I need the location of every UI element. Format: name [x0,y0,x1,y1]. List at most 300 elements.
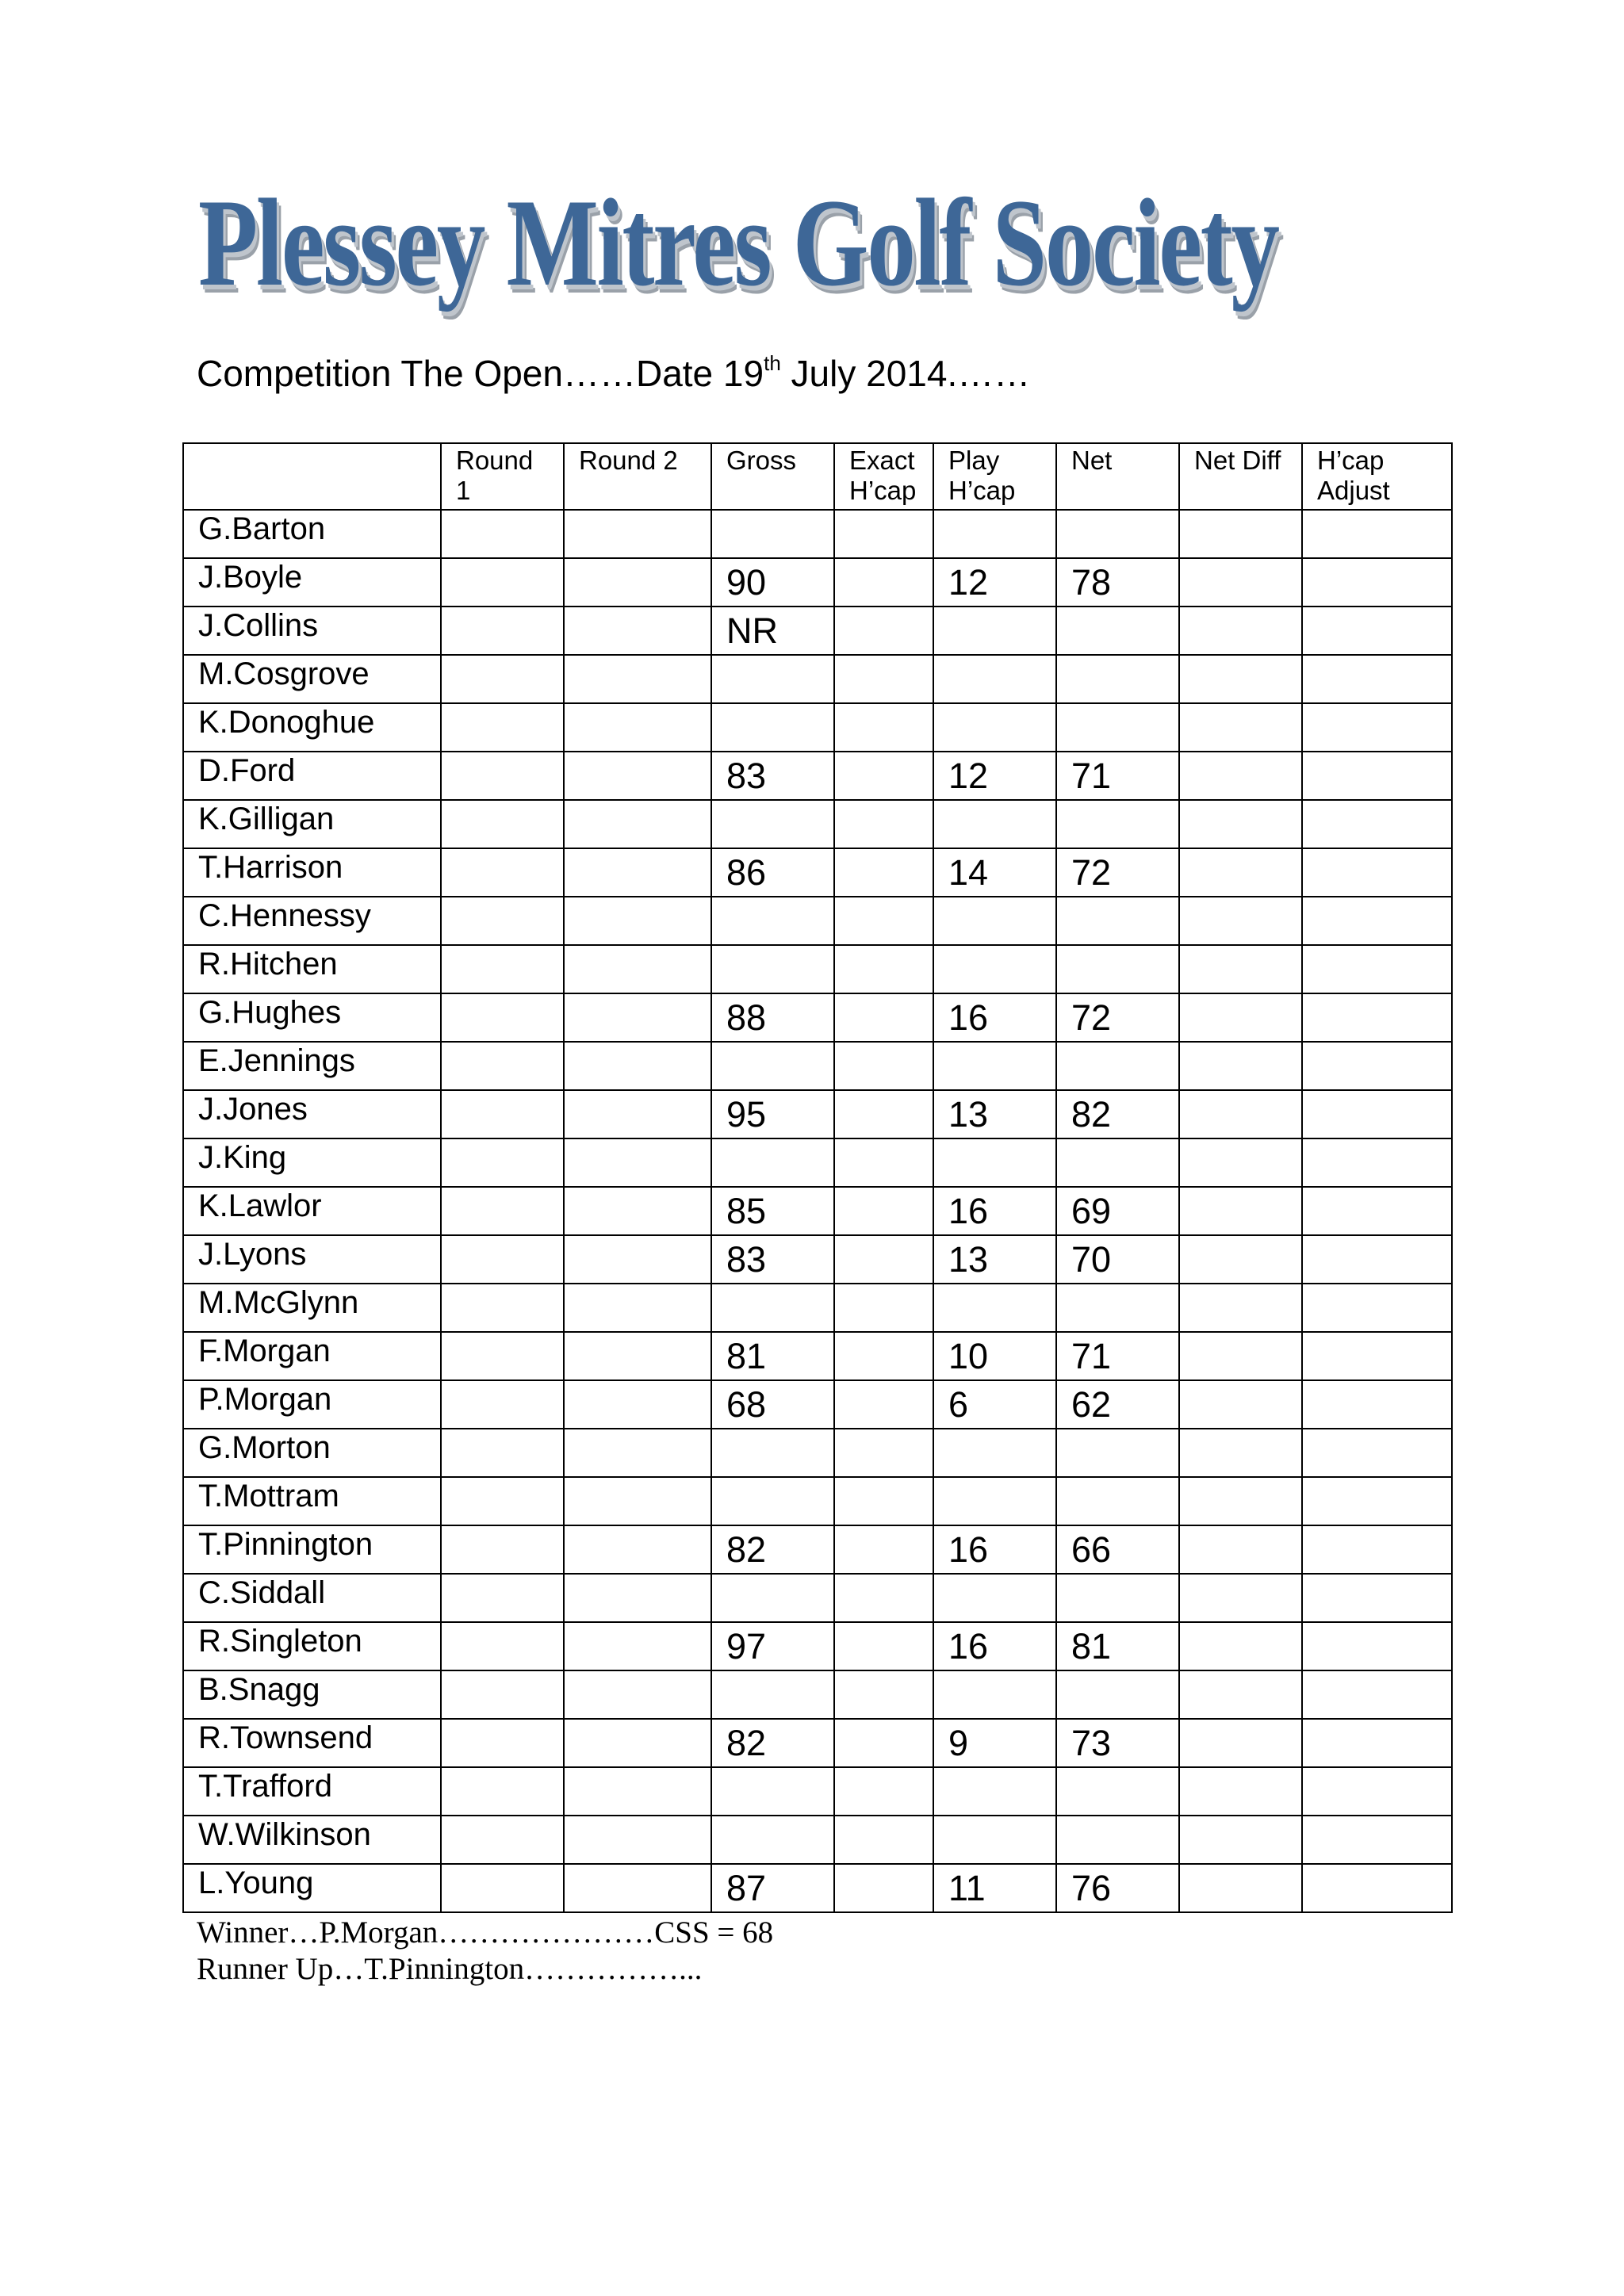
net-diff-cell [1179,1622,1302,1670]
exact-hcap-cell [834,1187,933,1235]
player-name: J.Collins [183,607,441,655]
table-row [183,558,1452,607]
hcap-adjust-cell [1302,1816,1452,1864]
round-1-cell [441,1187,564,1235]
table-row [183,848,1452,897]
round-1-cell [441,1574,564,1622]
round-1-cell [441,897,564,945]
net-diff-cell [1179,1187,1302,1235]
round-1-cell [441,655,564,703]
net-cell: 62 [1056,1380,1179,1429]
exact-hcap-cell [834,1670,933,1719]
exact-hcap-cell [834,655,933,703]
table-row [183,1042,1452,1090]
table-row [183,1138,1452,1187]
exact-hcap-cell [834,1332,933,1380]
round-2-cell [564,1622,711,1670]
gross-cell: 85 [711,1187,834,1235]
winner-line: Winner…P.Morgan…………………CSS = 68 [197,1915,774,1950]
table-row [183,1864,1452,1912]
gross-cell: 86 [711,848,834,897]
play-hcap-cell: 13 [933,1090,1056,1138]
player-name: G.Barton [183,510,441,558]
round-2-cell [564,897,711,945]
gross-cell [711,1816,834,1864]
net-diff-cell [1179,1042,1302,1090]
player-name: J.Boyle [183,558,441,607]
hcap-adjust-cell [1302,897,1452,945]
net-cell [1056,945,1179,993]
net-cell [1056,1670,1179,1719]
round-2-cell [564,655,711,703]
gross-cell: 88 [711,993,834,1042]
round-2-cell [564,1332,711,1380]
gross-cell [711,1284,834,1332]
gross-cell [711,1670,834,1719]
play-hcap-cell: 16 [933,1622,1056,1670]
play-hcap-cell: 6 [933,1380,1056,1429]
gross-cell: 82 [711,1525,834,1574]
exact-hcap-cell [834,1284,933,1332]
table-row [183,1574,1452,1622]
net-diff-cell [1179,752,1302,800]
play-hcap-cell: 12 [933,558,1056,607]
net-diff-cell [1179,800,1302,848]
gross-cell: 87 [711,1864,834,1912]
table-row [183,1816,1452,1864]
hcap-adjust-cell [1302,558,1452,607]
player-name: G.Hughes [183,993,441,1042]
round-1-cell [441,1525,564,1574]
column-header-gross: Gross [711,443,834,510]
play-hcap-cell [933,1042,1056,1090]
gross-cell: 81 [711,1332,834,1380]
player-name: B.Snagg [183,1670,441,1719]
net-cell [1056,1138,1179,1187]
net-diff-cell [1179,1138,1302,1187]
play-hcap-cell [933,1670,1056,1719]
hcap-adjust-cell [1302,1235,1452,1284]
gross-cell [711,1767,834,1816]
round-2-cell [564,752,711,800]
round-2-cell [564,1042,711,1090]
runner-up-line: Runner Up…T.Pinnington……………... [197,1952,703,1986]
hcap-adjust-cell [1302,1767,1452,1816]
results-body [183,510,1452,1912]
table-row [183,510,1452,558]
round-1-cell [441,558,564,607]
exact-hcap-cell [834,607,933,655]
table-row [183,1380,1452,1429]
column-header-hcap-adjust: H’cap Adjust [1302,443,1452,510]
round-1-cell [441,1864,564,1912]
play-hcap-cell: 10 [933,1332,1056,1380]
net-cell: 78 [1056,558,1179,607]
exact-hcap-cell [834,558,933,607]
table-row [183,1622,1452,1670]
round-1-cell [441,1380,564,1429]
net-cell [1056,1767,1179,1816]
exact-hcap-cell [834,1235,933,1284]
round-2-cell [564,945,711,993]
header-row [183,443,1452,510]
hcap-adjust-cell [1302,945,1452,993]
table-row [183,1429,1452,1477]
net-cell [1056,510,1179,558]
round-1-cell [441,800,564,848]
player-name: C.Siddall [183,1574,441,1622]
exact-hcap-cell [834,1380,933,1429]
net-diff-cell [1179,607,1302,655]
round-2-cell [564,558,711,607]
hcap-adjust-cell [1302,1138,1452,1187]
table-row [183,993,1452,1042]
round-1-cell [441,752,564,800]
player-name: W.Wilkinson [183,1816,441,1864]
net-diff-cell [1179,510,1302,558]
table-row [183,607,1452,655]
exact-hcap-cell [834,1429,933,1477]
net-cell: 72 [1056,848,1179,897]
gross-cell [711,945,834,993]
gross-cell [711,703,834,752]
net-cell [1056,1574,1179,1622]
table-row [183,752,1452,800]
table-row [183,1767,1452,1816]
player-name: M.Cosgrove [183,655,441,703]
round-2-cell [564,800,711,848]
round-1-cell [441,1284,564,1332]
net-cell: 71 [1056,1332,1179,1380]
net-diff-cell [1179,848,1302,897]
net-cell [1056,1429,1179,1477]
gross-cell [711,1477,834,1525]
exact-hcap-cell [834,1042,933,1090]
table-row [183,1187,1452,1235]
net-diff-cell [1179,1380,1302,1429]
round-2-cell [564,1090,711,1138]
play-hcap-cell [933,1767,1056,1816]
table-row [183,1525,1452,1574]
net-cell [1056,897,1179,945]
net-cell: 81 [1056,1622,1179,1670]
hcap-adjust-cell [1302,993,1452,1042]
competition-line-date: July 2014.…… [780,353,1031,394]
hcap-adjust-cell [1302,752,1452,800]
table-row [183,800,1452,848]
round-1-cell [441,1767,564,1816]
exact-hcap-cell [834,993,933,1042]
gross-cell [711,1138,834,1187]
round-1-cell [441,1042,564,1090]
gross-cell: 83 [711,752,834,800]
net-cell: 76 [1056,1864,1179,1912]
exact-hcap-cell [834,848,933,897]
play-hcap-cell [933,1574,1056,1622]
net-diff-cell [1179,897,1302,945]
net-cell [1056,655,1179,703]
society-title: Plessey Mitres Golf Society [198,174,1278,312]
net-diff-cell [1179,558,1302,607]
gross-cell [711,1574,834,1622]
net-cell: 69 [1056,1187,1179,1235]
table-row [183,897,1452,945]
gross-cell: 90 [711,558,834,607]
round-1-cell [441,1670,564,1719]
net-diff-cell [1179,703,1302,752]
hcap-adjust-cell [1302,1574,1452,1622]
hcap-adjust-cell [1302,1719,1452,1767]
gross-cell [711,897,834,945]
round-2-cell [564,1864,711,1912]
net-diff-cell [1179,1477,1302,1525]
column-header-round-1: Round 1 [441,443,564,510]
gross-cell: 97 [711,1622,834,1670]
player-name: J.Jones [183,1090,441,1138]
round-2-cell [564,1284,711,1332]
table-row [183,1670,1452,1719]
exact-hcap-cell [834,1767,933,1816]
play-hcap-cell: 9 [933,1719,1056,1767]
table-row [183,1477,1452,1525]
round-2-cell [564,1429,711,1477]
hcap-adjust-cell [1302,655,1452,703]
round-2-cell [564,1380,711,1429]
hcap-adjust-cell [1302,1622,1452,1670]
net-cell [1056,1042,1179,1090]
net-cell [1056,1477,1179,1525]
play-hcap-cell [933,655,1056,703]
exact-hcap-cell [834,945,933,993]
round-2-cell [564,1525,711,1574]
net-cell: 73 [1056,1719,1179,1767]
play-hcap-cell [933,1816,1056,1864]
gross-cell: 95 [711,1090,834,1138]
play-hcap-cell: 16 [933,993,1056,1042]
round-1-cell [441,703,564,752]
round-2-cell [564,1138,711,1187]
play-hcap-cell: 14 [933,848,1056,897]
exact-hcap-cell [834,703,933,752]
exact-hcap-cell [834,1574,933,1622]
hcap-adjust-cell [1302,1284,1452,1332]
round-1-cell [441,945,564,993]
net-cell: 66 [1056,1525,1179,1574]
net-cell [1056,1284,1179,1332]
exact-hcap-cell [834,897,933,945]
column-header-net-diff: Net Diff [1179,443,1302,510]
net-cell: 71 [1056,752,1179,800]
player-name: T.Pinnington [183,1525,441,1574]
hcap-adjust-cell [1302,1332,1452,1380]
net-cell: 82 [1056,1090,1179,1138]
player-name: F.Morgan [183,1332,441,1380]
round-2-cell [564,1719,711,1767]
gross-cell: 68 [711,1380,834,1429]
player-name: K.Lawlor [183,1187,441,1235]
hcap-adjust-cell [1302,1090,1452,1138]
play-hcap-cell [933,897,1056,945]
play-hcap-cell [933,800,1056,848]
net-diff-cell [1179,1235,1302,1284]
play-hcap-cell: 16 [933,1525,1056,1574]
column-header-round-2: Round 2 [564,443,711,510]
round-1-cell [441,607,564,655]
round-1-cell [441,510,564,558]
round-1-cell [441,1138,564,1187]
net-diff-cell [1179,1864,1302,1912]
round-1-cell [441,1090,564,1138]
round-2-cell [564,1670,711,1719]
round-1-cell [441,1719,564,1767]
hcap-adjust-cell [1302,800,1452,848]
net-diff-cell [1179,1525,1302,1574]
net-diff-cell [1179,1429,1302,1477]
exact-hcap-cell [834,1525,933,1574]
round-1-cell [441,848,564,897]
net-cell [1056,800,1179,848]
hcap-adjust-cell [1302,703,1452,752]
column-header-exact-hcap: Exact H’cap [834,443,933,510]
exact-hcap-cell [834,800,933,848]
exact-hcap-cell [834,1719,933,1767]
exact-hcap-cell [834,752,933,800]
net-cell: 70 [1056,1235,1179,1284]
net-diff-cell [1179,993,1302,1042]
play-hcap-cell [933,1284,1056,1332]
player-name: D.Ford [183,752,441,800]
round-1-cell [441,1235,564,1284]
exact-hcap-cell [834,1864,933,1912]
gross-cell [711,655,834,703]
gross-cell [711,1429,834,1477]
round-2-cell [564,607,711,655]
play-hcap-cell [933,1429,1056,1477]
player-name: G.Morton [183,1429,441,1477]
play-hcap-cell: 11 [933,1864,1056,1912]
hcap-adjust-cell [1302,1477,1452,1525]
column-header-name [183,443,441,510]
round-2-cell [564,993,711,1042]
round-2-cell [564,848,711,897]
competition-line [197,352,1030,395]
round-2-cell [564,510,711,558]
table-row [183,655,1452,703]
exact-hcap-cell [834,1138,933,1187]
table-row [183,1284,1452,1332]
gross-cell [711,510,834,558]
gross-cell: NR [711,607,834,655]
gross-cell: 83 [711,1235,834,1284]
net-diff-cell [1179,1284,1302,1332]
play-hcap-cell [933,1138,1056,1187]
exact-hcap-cell [834,1816,933,1864]
round-2-cell [564,703,711,752]
play-hcap-cell [933,607,1056,655]
player-name: L.Young [183,1864,441,1912]
round-2-cell [564,1235,711,1284]
player-name: K.Gilligan [183,800,441,848]
competition-line-text: Competition The Open……Date 19 [197,353,764,394]
play-hcap-cell [933,703,1056,752]
player-name: C.Hennessy [183,897,441,945]
table-row [183,1090,1452,1138]
results-table [182,442,1453,1913]
player-name: P.Morgan [183,1380,441,1429]
exact-hcap-cell [834,1477,933,1525]
play-hcap-cell: 16 [933,1187,1056,1235]
player-name: E.Jennings [183,1042,441,1090]
round-1-cell [441,1332,564,1380]
hcap-adjust-cell [1302,510,1452,558]
player-name: T.Trafford [183,1767,441,1816]
net-cell [1056,703,1179,752]
table-row [183,703,1452,752]
player-name: K.Donoghue [183,703,441,752]
gross-cell: 82 [711,1719,834,1767]
net-diff-cell [1179,1090,1302,1138]
hcap-adjust-cell [1302,1429,1452,1477]
hcap-adjust-cell [1302,1525,1452,1574]
hcap-adjust-cell [1302,607,1452,655]
round-2-cell [564,1574,711,1622]
table-row [183,945,1452,993]
hcap-adjust-cell [1302,1187,1452,1235]
exact-hcap-cell [834,1090,933,1138]
round-2-cell [564,1767,711,1816]
round-1-cell [441,993,564,1042]
net-diff-cell [1179,1816,1302,1864]
net-diff-cell [1179,945,1302,993]
date-ordinal-suffix: th [764,351,781,375]
gross-cell [711,800,834,848]
round-1-cell [441,1622,564,1670]
exact-hcap-cell [834,510,933,558]
player-name: J.King [183,1138,441,1187]
net-diff-cell [1179,1670,1302,1719]
gross-cell [711,1042,834,1090]
player-name: T.Harrison [183,848,441,897]
net-cell [1056,607,1179,655]
net-diff-cell [1179,1767,1302,1816]
hcap-adjust-cell [1302,1864,1452,1912]
hcap-adjust-cell [1302,848,1452,897]
play-hcap-cell [933,1477,1056,1525]
round-1-cell [441,1429,564,1477]
net-diff-cell [1179,655,1302,703]
player-name: R.Townsend [183,1719,441,1767]
table-row [183,1719,1452,1767]
round-2-cell [564,1816,711,1864]
net-diff-cell [1179,1719,1302,1767]
table-row [183,1332,1452,1380]
player-name: J.Lyons [183,1235,441,1284]
exact-hcap-cell [834,1622,933,1670]
net-diff-cell [1179,1332,1302,1380]
player-name: R.Hitchen [183,945,441,993]
hcap-adjust-cell [1302,1380,1452,1429]
net-cell: 72 [1056,993,1179,1042]
column-header-net: Net [1056,443,1179,510]
round-1-cell [441,1816,564,1864]
play-hcap-cell [933,510,1056,558]
round-1-cell [441,1477,564,1525]
round-2-cell [564,1477,711,1525]
play-hcap-cell: 12 [933,752,1056,800]
hcap-adjust-cell [1302,1670,1452,1719]
play-hcap-cell [933,945,1056,993]
column-header-play-hcap: Play H’cap [933,443,1056,510]
